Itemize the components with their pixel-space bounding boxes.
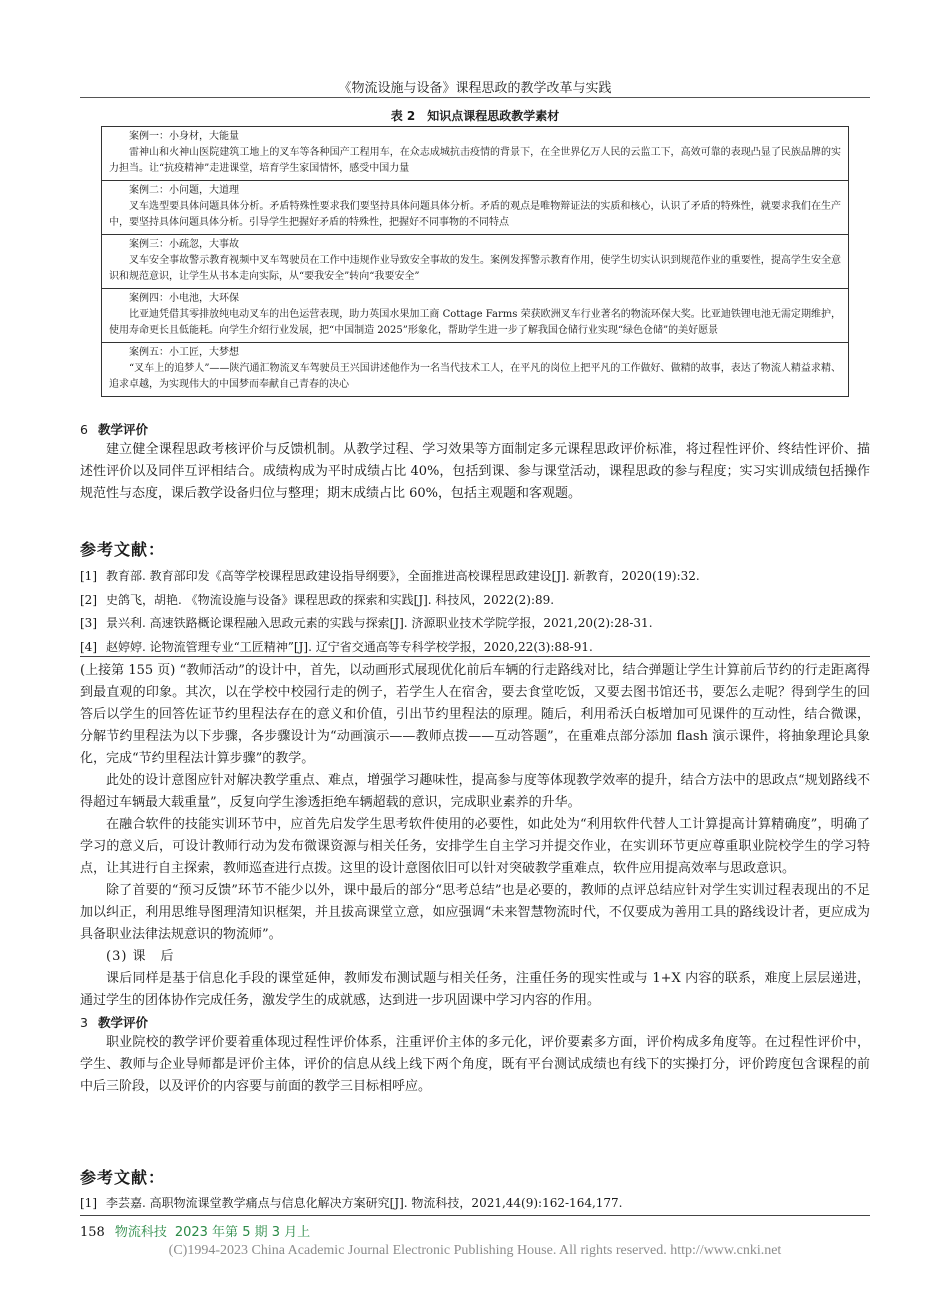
journal-issue: 2023 年第 5 期 3 月上 [174,1225,311,1240]
body-paragraph: 职业院校的教学评价要着重体现过程性评价体系，注重评价主体的多元化，评价要素多方面，评价构成多角度等。在过程性评价中，学生、教师与企业导师都是评价主体，评价的信息从线上线下两个角度，既有平台测试成绩也有线下的实操打分，评价跨度包含课程的前中后三阶段，以及评价的内容要与前面的教学三目标相呼应。 [80,1035,870,1094]
table-row [102,127,849,181]
running-head: 《物流设施与设备》课程思政的教学改革与实践 [338,81,612,96]
case-title: 案例二：小问题，大道理 [129,185,239,196]
reference-item [80,612,870,636]
reference-text: 赵婷婷. 论物流管理专业“工匠精神”[J]. 辽宁省交通高等专科学校学报，2020,22(3):88-91. [106,639,593,654]
reference-text: 景兴利. 高速铁路概论课程融入思政元素的实践与探索[J]. 济源职业技术学院学报，2021,20(2):28-31. [106,616,653,630]
section-heading [80,1014,870,1032]
table-row [102,181,849,235]
case-body: 叉车安全事故警示教育视频中叉车驾驶员在工作中违规作业导致安全事故的发生。案例发挥警示教育作用，使学生切实认识到规范作业的重要性，提高学生安全意识和规范意识，让学生从书本走向实际，从“要我安全”转向“我要安全” [109,255,841,282]
case-title: 案例三：小疏忽，大事故 [129,239,239,250]
case-body: 雷神山和火神山医院建筑工地上的叉车等各种国产工程用车，在众志成城抗击疫情的背景下，在全世界亿万人民的云监工下，高效可靠的表现凸显了民族品牌的实力担当。让“抗疫精神”走进课堂，培育学生家国情怀，感受中国力量 [109,147,841,174]
reference-list [80,565,870,659]
sub-heading: (3) 课 后 [106,949,175,964]
case-body: 叉车选型要具体问题具体分析。矛盾特殊性要求我们要坚持具体问题具体分析。矛盾的观点是唯物辩证法的实质和核心，认识了矛盾的特殊性，就要求我们在生产中，要坚持具体问题具体分析。引导学生把握好矛盾的特殊性，把握好不同事物的不同特点 [109,201,841,228]
section-title: 教学评价 [97,1015,148,1030]
header-rule [80,97,870,98]
body-paragraph: 课后同样是基于信息化手段的课堂延伸，教师发布测试题与相关任务，注重任务的现实性或与 1+X 内容的联系，难度上层层递进，通过学生的团体协作完成任务，激发学生的成就感，达到进一步巩固课中学习内容的作用。 [80,971,870,1008]
section-6 [80,421,870,505]
reference-index: [1] [80,569,97,583]
case-title: 案例四：小电池，大环保 [129,293,239,304]
section-number: 3 [80,1015,88,1030]
body-paragraph: (上接第 155 页) “教师活动”的设计中，首先，以动画形式展现优化前后车辆的行走路线对比，结合弹题让学生计算前后节约的行走距离得到最直观的印象。其次，以在学校中校园行走的例子，若学生人在宿舍，要去食堂吃饭，又要去图书馆还书，要怎么走呢？得到学生的回答后以学生的回答佐证节约里程法存在的意义和价值，引出节约里程法的原理。随后，利用希沃白板增加可见课件的互动性，结合微课，分解节约里程法为以下步骤，各步骤设计为“动画演示——教师点拨——互动答题”，在重难点部分添加 flash 演示课件，将抽象理论具象化，完成“节约里程法计算步骤”的教学。 [80,663,870,766]
continued-article [80,660,870,1098]
copyright-watermark: (C)1994-2023 China Academic Journal Electronic Publishing House. All rights reserved. http://www.cnki.net [168,1243,782,1258]
case-cell [102,235,849,289]
reference-text: 教育部. 教育部印发《高等学校课程思政建设指导纲要》，全面推进高校课程思政建设[J]. 新教育，2020(19):32. [106,569,700,583]
reference-item [80,1192,870,1216]
body-paragraph: 此处的设计意图应针对解决教学重点、难点，增强学习趣味性，提高参与度等体现教学效率的提升，结合方法中的思政点“规划路线不得超过车辆最大载重量”，反复向学生渗透拒绝车辆超载的意识，完成职业素养的升华。 [80,773,870,810]
body-paragraph: 建立健全课程思政考核评价与反馈机制。从教学过程、学习效果等方面制定多元课程思政评价标准，将过程性评价、终结性评价、描述性评价以及同伴互评相结合。成绩构成为平时成绩占比 40%，包括到课、参与课堂活动，课程思政的参与程度；实习实训成绩包括操作规范性与态度，课后教学设备归位与整理；期末成绩占比 60%，包括主观题和客观题。 [80,442,870,501]
case-body: “叉车上的追梦人”——陕汽通汇物流叉车驾驶员王兴国讲述他作为一名当代技术工人，在平凡的岗位上把平凡的工作做好、做精的故事，表达了物流人精益求精、追求卓越，为实现伟大的中国梦而奉献自己青春的决心 [109,363,841,390]
reference-list [80,1192,870,1216]
references-section-2 [80,1165,870,1216]
reference-index: [2] [80,592,97,607]
page-number: 158 [80,1225,105,1240]
case-cell [102,289,849,343]
section-heading [80,421,870,439]
table-row [102,235,849,289]
reference-item [80,589,870,613]
references-section-1 [80,537,870,659]
table-row [102,343,849,397]
reference-index: [4] [80,639,97,654]
case-title: 案例一：小身材，大能量 [129,131,239,142]
table-caption: 表 2 知识点课程思政教学素材 [390,109,560,123]
case-cell [102,127,849,181]
case-cell [102,181,849,235]
page-footer [80,1221,310,1240]
references-title: 参考文献： [80,1168,166,1187]
section-title: 教学评价 [97,422,148,437]
reference-index: [1] [80,1196,97,1210]
section-number: 6 [80,422,88,437]
section-divider [80,656,870,657]
reference-text: 李芸嘉. 高职物流课堂教学痛点与信息化解决方案研究[J]. 物流科技，2021,44(9):162-164,177. [106,1196,623,1210]
case-table [101,126,849,397]
body-paragraph: 在融合软件的技能实训环节中，应首先启发学生思考软件使用的必要性，如此处为“利用软件代替人工计算提高计算精确度”，明确了学习的意义后，可设计教师行动为发布微课资源与相关任务，安排学生自主学习并提交作业，在实训环节更应尊重职业院校学生的学习特点，让其进行自主探索，教师巡查进行点拨。这里的设计意图依旧可以针对突破教学重难点，软件应用提高效率与思政意识。 [80,817,870,876]
footer-rule [80,1215,870,1216]
table-row [102,289,849,343]
case-cell [102,343,849,397]
reference-text: 史鸽飞，胡艳. 《物流设施与设备》课程思政的探索和实践[J]. 科技风，2022(2):89. [106,592,555,607]
reference-item [80,565,870,589]
case-title: 案例五：小工匠，大梦想 [129,347,239,358]
reference-index: [3] [80,616,97,630]
case-body: 比亚迪凭借其零排放纯电动叉车的出色运营表现，助力英国水果加工商 Cottage Farms 荣获欧洲叉车行业著名的物流环保大奖。比亚迪铁锂电池无需定期维护，使用寿命更长且低能耗。向学生介绍行业发展，把“中国制造 2025”形象化，帮助学生进一步了解我国仓储行业实现“绿色仓储”的美好愿景 [109,309,841,336]
references-title: 参考文献： [80,540,166,559]
body-paragraph: 除了首要的“预习反馈”环节不能少以外，课中最后的部分“思考总结”也是必要的，教师的点评总结应针对学生实训过程表现出的不足加以纠正，利用思维导图理清知识框架，并且拔高课堂立意，如应强调“未来智慧物流时代，不仅要成为善用工具的路线设计者，更应成为具备职业法律法规意识的物流师”。 [80,883,870,942]
journal-name: 物流科技 [114,1225,167,1240]
